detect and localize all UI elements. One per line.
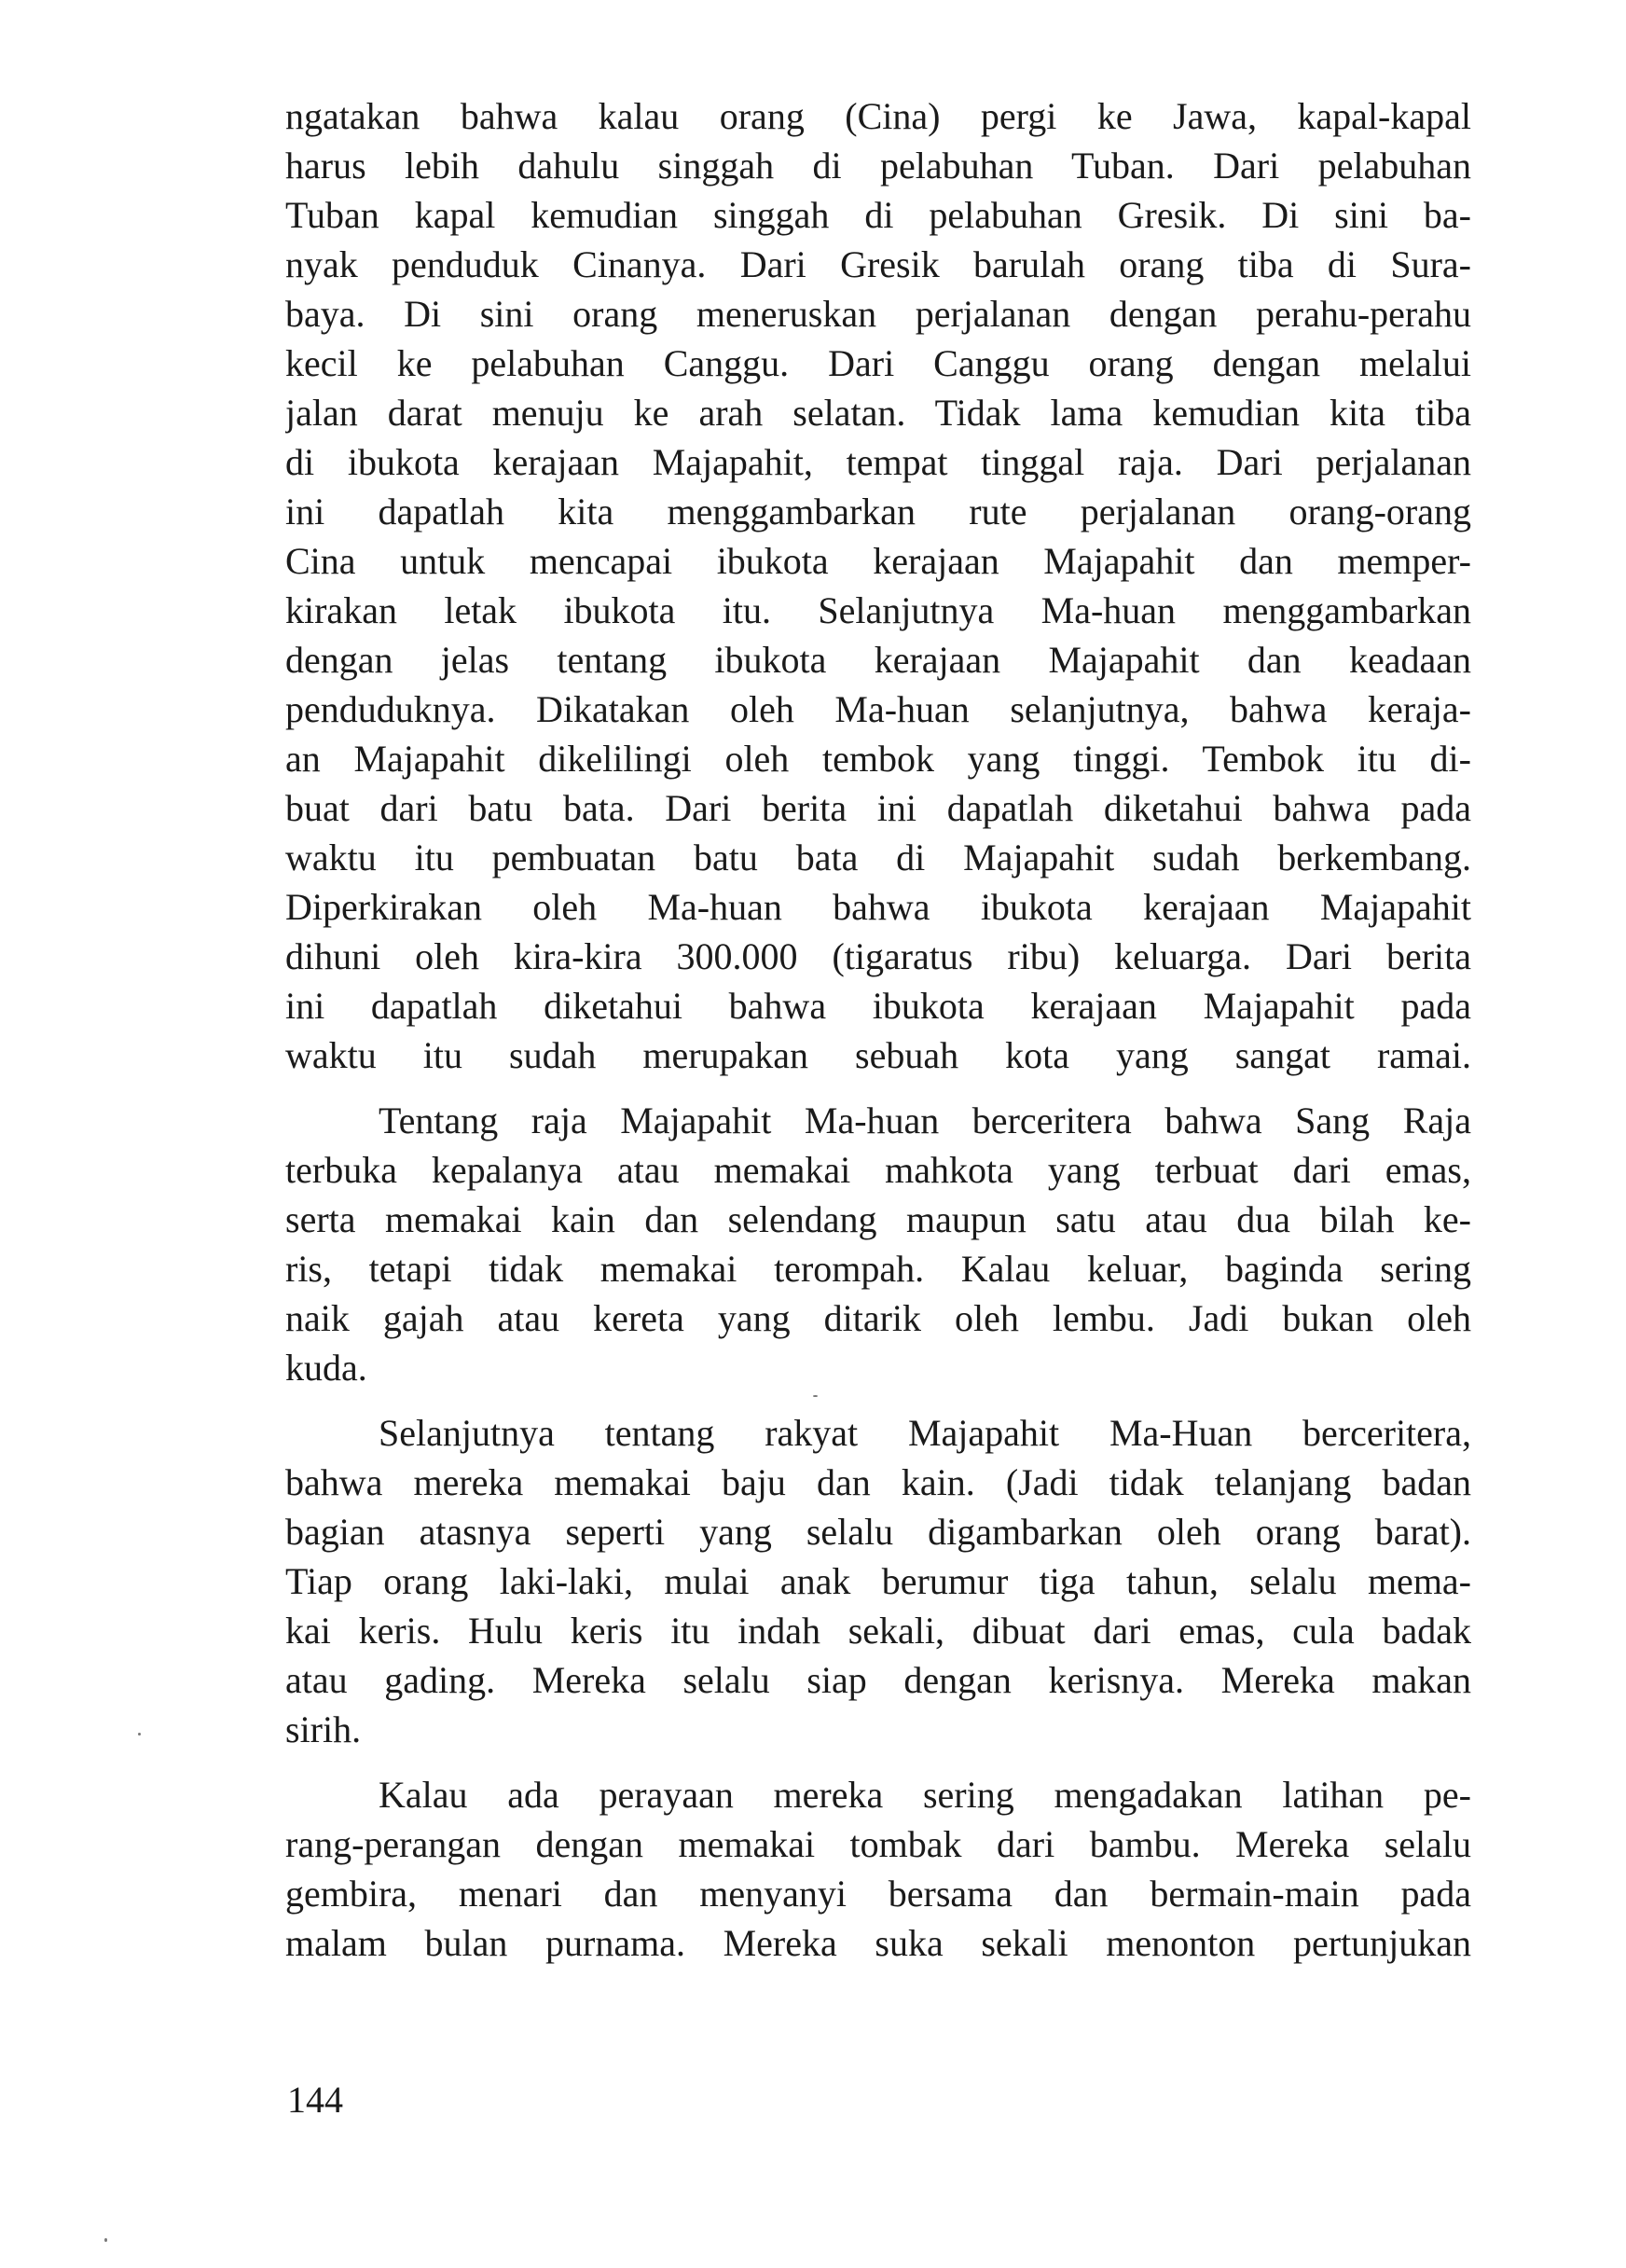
text-line: ini dapatlah diketahui bahwa ibukota kerajaan Majapahit pada — [285, 985, 1471, 1027]
text-line: buat dari batu bata. Dari berita ini dapatlah diketahui bahwa pada — [285, 787, 1471, 829]
text-line: baya. Di sini orang meneruskan perjalanan dengan perahu-perahu — [285, 293, 1471, 335]
text-line: an Majapahit dikelilingi oleh tembok yang tinggi. Tembok itu di- — [285, 738, 1471, 780]
paragraph-gap — [285, 1754, 1471, 1770]
text-line: waktu itu pembuatan batu bata di Majapahit sudah berkembang. — [285, 837, 1471, 878]
text-line: Kalau ada perayaan mereka sering mengadakan latihan pe- — [379, 1774, 1471, 1816]
text-line: jalan darat menuju ke arah selatan. Tidak lama kemudian kita tiba — [285, 392, 1471, 434]
text-line: harus lebih dahulu singgah di pelabuhan Tuban. Dari pelabuhan — [285, 145, 1471, 187]
text-line: ngatakan bahwa kalau orang (Cina) pergi ke Jawa, kapal-kapal — [285, 95, 1471, 137]
paragraph-2 — [285, 1096, 1471, 1392]
text-line: kai keris. Hulu keris itu indah sekali, dibuat dari emas, cula badak — [285, 1610, 1471, 1652]
text-line: Tiap orang laki-laki, mulai anak berumur tiga tahun, selalu mema- — [285, 1560, 1471, 1602]
text-line: dengan jelas tentang ibukota kerajaan Majapahit dan keadaan — [285, 639, 1471, 681]
text-line: naik gajah atau kereta yang ditarik oleh lembu. Jadi bukan oleh — [285, 1297, 1471, 1339]
text-line: Selanjutnya tentang rakyat Majapahit Ma-Huan berceritera, — [379, 1412, 1471, 1454]
text-line: kecil ke pelabuhan Canggu. Dari Canggu orang dengan melalui — [285, 342, 1471, 384]
paragraph-gap — [285, 1392, 1471, 1408]
text-line: terbuka kepalanya atau memakai mahkota yang terbuat dari emas, — [285, 1149, 1471, 1191]
text-line: Diperkirakan oleh Ma-huan bahwa ibukota kerajaan Majapahit — [285, 886, 1471, 928]
text-line: kuda. — [285, 1347, 367, 1389]
text-line: penduduknya. Dikatakan oleh Ma-huan selanjutnya, bahwa keraja- — [285, 688, 1471, 730]
text-line: kirakan letak ibukota itu. Selanjutnya Ma-huan menggambarkan — [285, 589, 1471, 631]
text-line: Tentang raja Majapahit Ma-huan berceritera bahwa Sang Raja — [379, 1099, 1471, 1141]
scan-speck — [138, 1733, 141, 1736]
text-line: di ibukota kerajaan Majapahit, tempat tinggal raja. Dari perjalanan — [285, 441, 1471, 483]
text-line: atau gading. Mereka selalu siap dengan kerisnya. Mereka makan — [285, 1659, 1471, 1701]
text-line: rang-perangan dengan memakai tombak dari bambu. Mereka selalu — [285, 1823, 1471, 1865]
text-line: ini dapatlah kita menggambarkan rute perjalanan orang-orang — [285, 491, 1471, 532]
text-line: nyak penduduk Cinanya. Dari Gresik barulah orang tiba di Sura- — [285, 243, 1471, 285]
text-line: bagian atasnya seperti yang selalu digambarkan oleh orang barat). — [285, 1511, 1471, 1553]
scan-speck — [104, 2238, 107, 2242]
text-line: gembira, menari dan menyanyi bersama dan bermain-main pada — [285, 1873, 1471, 1915]
text-line: Tuban kapal kemudian singgah di pelabuhan Gresik. Di sini ba- — [285, 194, 1471, 236]
text-line: Cina untuk mencapai ibukota kerajaan Majapahit dan memper- — [285, 540, 1471, 582]
paragraph-1 — [285, 91, 1471, 1080]
paragraph-gap — [285, 1080, 1471, 1096]
paragraph-3 — [285, 1408, 1471, 1754]
scan-speck — [813, 1395, 818, 1397]
paragraph-4 — [285, 1770, 1471, 1968]
body-text — [285, 91, 1471, 1968]
text-line: bahwa mereka memakai baju dan kain. (Jadi tidak telanjang badan — [285, 1461, 1471, 1503]
page-number: 144 — [287, 2079, 343, 2121]
text-line: waktu itu sudah merupakan sebuah kota yang sangat ramai. — [285, 1034, 1471, 1076]
text-line: ris, tetapi tidak memakai terompah. Kalau keluar, baginda sering — [285, 1248, 1471, 1290]
text-line: dihuni oleh kira-kira 300.000 (tigaratus ribu) keluarga. Dari berita — [285, 935, 1471, 977]
text-line: sirih. — [285, 1708, 362, 1750]
text-line: malam bulan purnama. Mereka suka sekali menonton pertunjukan — [285, 1922, 1471, 1964]
text-line: serta memakai kain dan selendang maupun satu atau dua bilah ke- — [285, 1198, 1471, 1240]
